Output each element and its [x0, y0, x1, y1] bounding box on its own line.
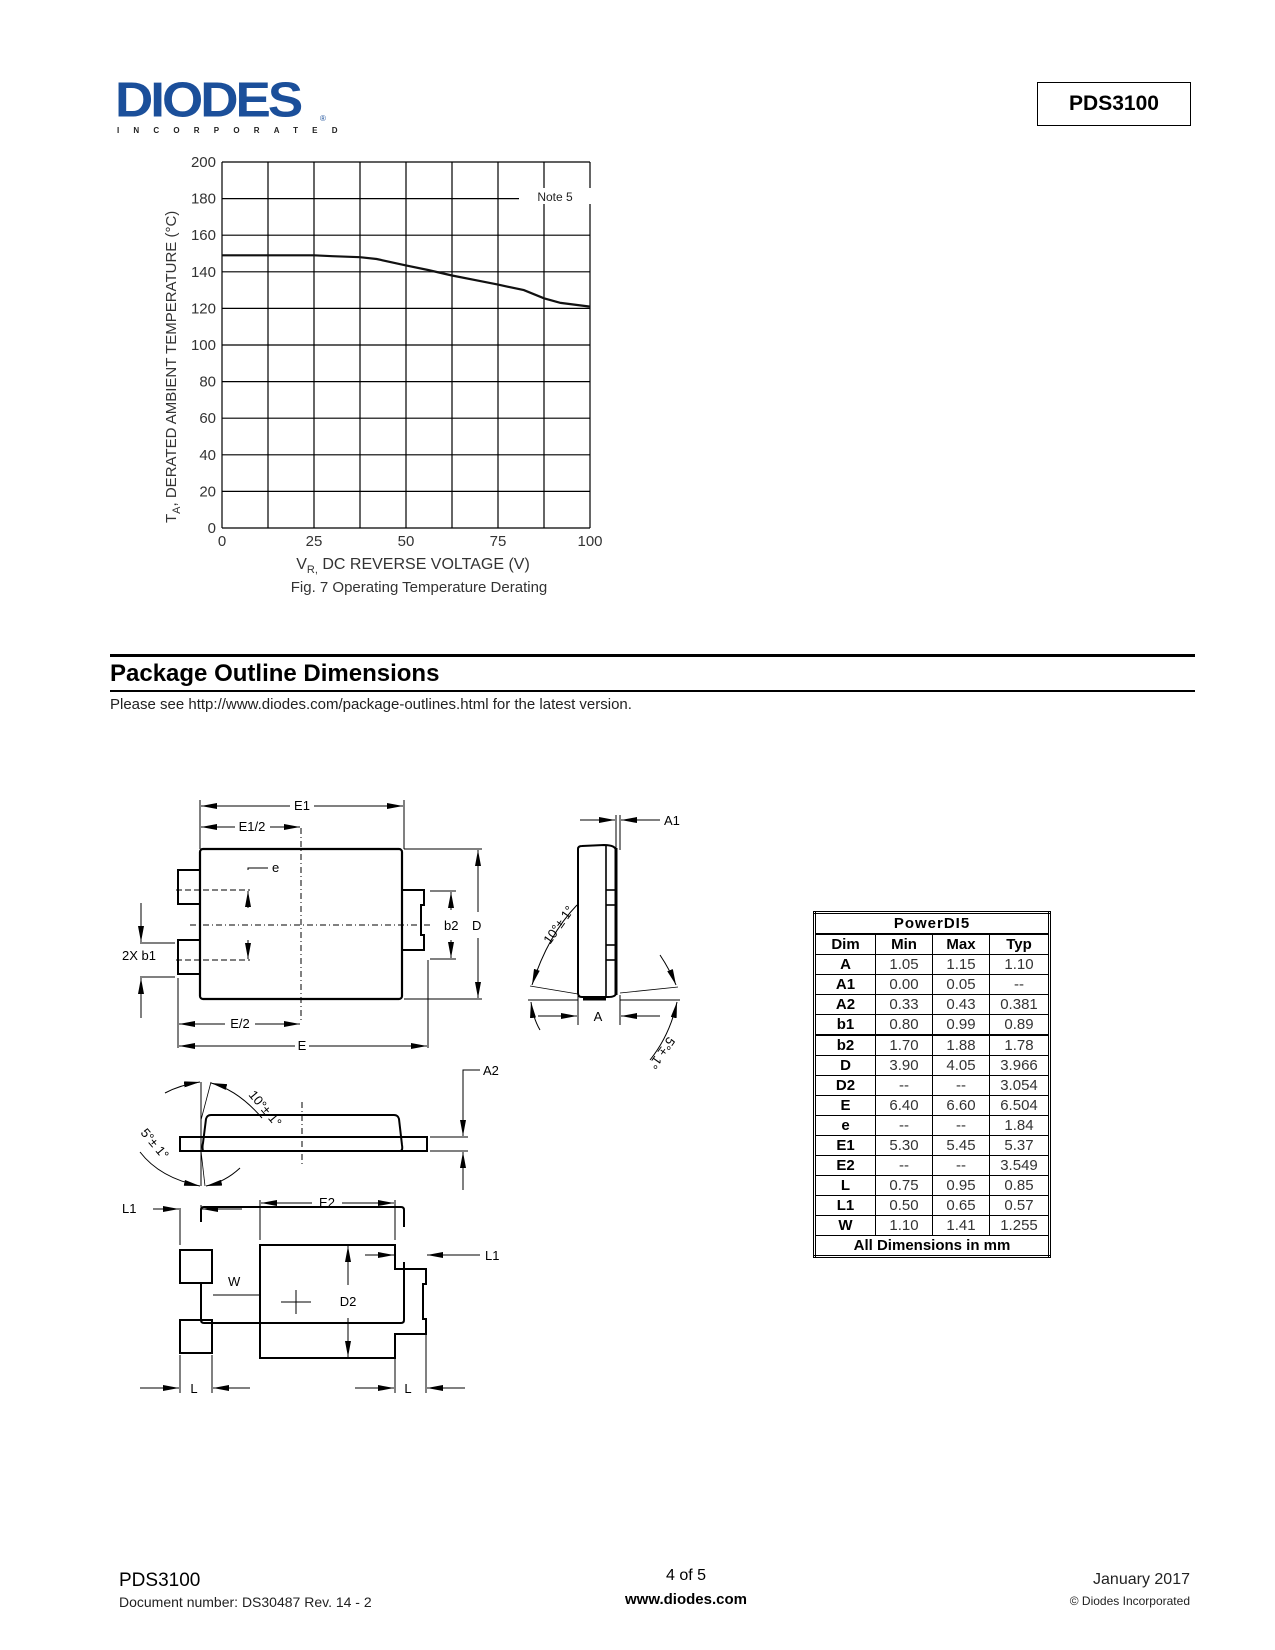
- svg-text:25: 25: [305, 533, 323, 550]
- table-row: [815, 955, 1050, 975]
- svg-text:10°± 1°: 10°± 1°: [245, 1087, 285, 1130]
- footer-copyright: © Diodes Incorporated: [1069, 1594, 1190, 1608]
- section-title: Package Outline Dimensions: [110, 660, 440, 687]
- table-row: [815, 1156, 1050, 1176]
- min-cell: 6.40: [876, 1096, 933, 1116]
- dim-cell: D: [815, 1056, 876, 1076]
- registered-mark: ®: [320, 114, 326, 123]
- svg-text:75: 75: [489, 533, 507, 550]
- table-row: [815, 1216, 1050, 1236]
- dim-cell: W: [815, 1216, 876, 1236]
- svg-text:D: D: [472, 918, 482, 933]
- typ-cell: 0.89: [990, 1015, 1050, 1036]
- max-cell: --: [933, 1076, 990, 1096]
- table-row: [815, 975, 1050, 995]
- column-header-min: Min: [876, 934, 933, 955]
- svg-text:A1: A1: [664, 813, 680, 828]
- dim-cell: D2: [815, 1076, 876, 1096]
- dim-cell: A: [815, 955, 876, 975]
- dim-cell: E1: [815, 1136, 876, 1156]
- min-cell: 0.75: [876, 1176, 933, 1196]
- max-cell: 0.43: [933, 995, 990, 1015]
- dim-cell: E2: [815, 1156, 876, 1176]
- svg-text:50: 50: [397, 533, 415, 550]
- svg-text:L: L: [190, 1381, 198, 1396]
- max-cell: --: [933, 1116, 990, 1136]
- svg-text:80: 80: [199, 373, 216, 391]
- table-row: [815, 1196, 1050, 1216]
- table-row: [815, 995, 1050, 1015]
- svg-text:E/2: E/2: [230, 1016, 250, 1031]
- svg-text:e: e: [272, 860, 280, 875]
- footer-page-number: 4 of 5: [665, 1567, 707, 1584]
- footer-part-number: PDS3100: [119, 1570, 201, 1591]
- max-cell: 0.65: [933, 1196, 990, 1216]
- table-title: PowerDI5: [815, 913, 1050, 935]
- min-cell: 0.50: [876, 1196, 933, 1216]
- chart-grid: [222, 162, 590, 528]
- typ-cell: 3.549: [990, 1156, 1050, 1176]
- table-row: [815, 1015, 1050, 1036]
- svg-text:L1: L1: [122, 1201, 137, 1216]
- dimensions-table: [813, 911, 1051, 1258]
- svg-text:100: 100: [577, 533, 603, 550]
- min-cell: 3.90: [876, 1056, 933, 1076]
- svg-text:0: 0: [217, 533, 227, 550]
- svg-text:120: 120: [190, 300, 216, 318]
- logo-wordmark: DIODES: [115, 73, 301, 128]
- min-cell: --: [876, 1156, 933, 1176]
- dim-cell: L1: [815, 1196, 876, 1216]
- footer-website-link[interactable]: www.diodes.com: [625, 1591, 747, 1608]
- typ-cell: 0.57: [990, 1196, 1050, 1216]
- part-number-box: PDS3100: [1037, 82, 1191, 126]
- svg-text:E1/2: E1/2: [238, 819, 266, 834]
- typ-cell: 1.10: [990, 955, 1050, 975]
- y-axis-ticks: [191, 155, 216, 537]
- svg-text:W: W: [228, 1274, 241, 1289]
- svg-text:10°± 1°: 10°± 1°: [540, 903, 578, 947]
- max-cell: 6.60: [933, 1096, 990, 1116]
- side-view: [528, 813, 680, 1072]
- max-cell: 5.45: [933, 1136, 990, 1156]
- table-row: [815, 1076, 1050, 1096]
- figure-caption: Fig. 7 Operating Temperature Derating: [290, 579, 548, 596]
- typ-cell: 5.37: [990, 1136, 1050, 1156]
- max-cell: --: [933, 1156, 990, 1176]
- typ-cell: 0.85: [990, 1176, 1050, 1196]
- x-axis-ticks: [218, 533, 603, 550]
- svg-text:140: 140: [190, 263, 216, 281]
- min-cell: 0.00: [876, 975, 933, 995]
- typ-cell: 6.504: [990, 1096, 1050, 1116]
- bottom-view: [122, 1195, 499, 1396]
- min-cell: 1.05: [876, 955, 933, 975]
- max-cell: 1.41: [933, 1216, 990, 1236]
- footer-document-number: Document number: DS30487 Rev. 14 - 2: [119, 1594, 372, 1610]
- dim-cell: L: [815, 1176, 876, 1196]
- logo-subtext: INCORPORATED: [117, 126, 352, 135]
- max-cell: 0.99: [933, 1015, 990, 1036]
- typ-cell: 1.84: [990, 1116, 1050, 1136]
- typ-cell: 0.381: [990, 995, 1050, 1015]
- svg-text:A2: A2: [483, 1063, 499, 1078]
- min-cell: --: [876, 1076, 933, 1096]
- min-cell: 0.33: [876, 995, 933, 1015]
- dim-cell: b1: [815, 1015, 876, 1036]
- svg-text:5°± 1°: 5°± 1°: [645, 1034, 679, 1072]
- max-cell: 0.95: [933, 1176, 990, 1196]
- table-row: [815, 1136, 1050, 1156]
- dim-cell: A2: [815, 995, 876, 1015]
- section-rule-top: [110, 654, 1195, 657]
- svg-text:E2: E2: [319, 1195, 335, 1210]
- svg-text:0: 0: [207, 520, 216, 537]
- max-cell: 0.05: [933, 975, 990, 995]
- footer-date: January 2017: [1093, 1571, 1190, 1588]
- table-row: [815, 1035, 1050, 1056]
- typ-cell: 3.966: [990, 1056, 1050, 1076]
- svg-text:L: L: [404, 1381, 412, 1396]
- max-cell: 1.15: [933, 955, 990, 975]
- end-view: [138, 1063, 499, 1190]
- table-row: [815, 1116, 1050, 1136]
- dim-cell: E: [815, 1096, 876, 1116]
- column-header-max: Max: [933, 934, 990, 955]
- min-cell: 1.10: [876, 1216, 933, 1236]
- svg-text:b2: b2: [444, 918, 459, 933]
- svg-text:160: 160: [190, 227, 216, 245]
- svg-text:60: 60: [199, 410, 216, 428]
- min-cell: 1.70: [876, 1035, 933, 1056]
- typ-cell: --: [990, 975, 1050, 995]
- note-label: Note 5: [537, 190, 573, 204]
- x-axis-label: $V_{R,}$ DC REVERSE VOLTAGE (V): [296, 556, 530, 576]
- svg-text:200: 200: [190, 155, 216, 171]
- derating-chart: [150, 155, 610, 615]
- table-footer: All Dimensions in mm: [815, 1236, 1050, 1257]
- svg-text:40: 40: [199, 446, 216, 464]
- package-outline-drawing: [110, 780, 730, 1420]
- top-view: [122, 798, 482, 1053]
- svg-text:E1: E1: [294, 798, 310, 813]
- typ-cell: 3.054: [990, 1076, 1050, 1096]
- svg-text:5°± 1°: 5°± 1°: [137, 1125, 173, 1163]
- svg-text:2X b1: 2X b1: [122, 948, 156, 963]
- svg-text:D2: D2: [339, 1294, 357, 1309]
- svg-text:A: A: [593, 1009, 603, 1024]
- svg-text:L1: L1: [485, 1248, 500, 1263]
- min-cell: 5.30: [876, 1136, 933, 1156]
- max-cell: 4.05: [933, 1056, 990, 1076]
- svg-text:E: E: [297, 1038, 307, 1053]
- table-row: [815, 1176, 1050, 1196]
- min-cell: --: [876, 1116, 933, 1136]
- column-header-typ: Typ: [990, 934, 1050, 955]
- max-cell: 1.88: [933, 1035, 990, 1056]
- svg-text:100: 100: [190, 337, 216, 354]
- y-axis-label: $T_A$, DERATED AMBIENT TEMPERATURE (°C): [163, 210, 183, 523]
- dim-cell: b2: [815, 1035, 876, 1056]
- dim-cell: e: [815, 1116, 876, 1136]
- diodes-logo: [115, 73, 352, 136]
- typ-cell: 1.78: [990, 1035, 1050, 1056]
- svg-text:20: 20: [199, 483, 216, 501]
- table-row: [815, 1096, 1050, 1116]
- column-header-dim: Dim: [815, 934, 876, 955]
- typ-cell: 1.255: [990, 1216, 1050, 1236]
- section-note: Please see http://www.diodes.com/package-outlines.html for the latest version.: [110, 696, 632, 713]
- min-cell: 0.80: [876, 1015, 933, 1036]
- svg-text:180: 180: [190, 190, 216, 208]
- section-rule-bottom: [110, 690, 1195, 692]
- dim-cell: A1: [815, 975, 876, 995]
- table-row: [815, 1056, 1050, 1076]
